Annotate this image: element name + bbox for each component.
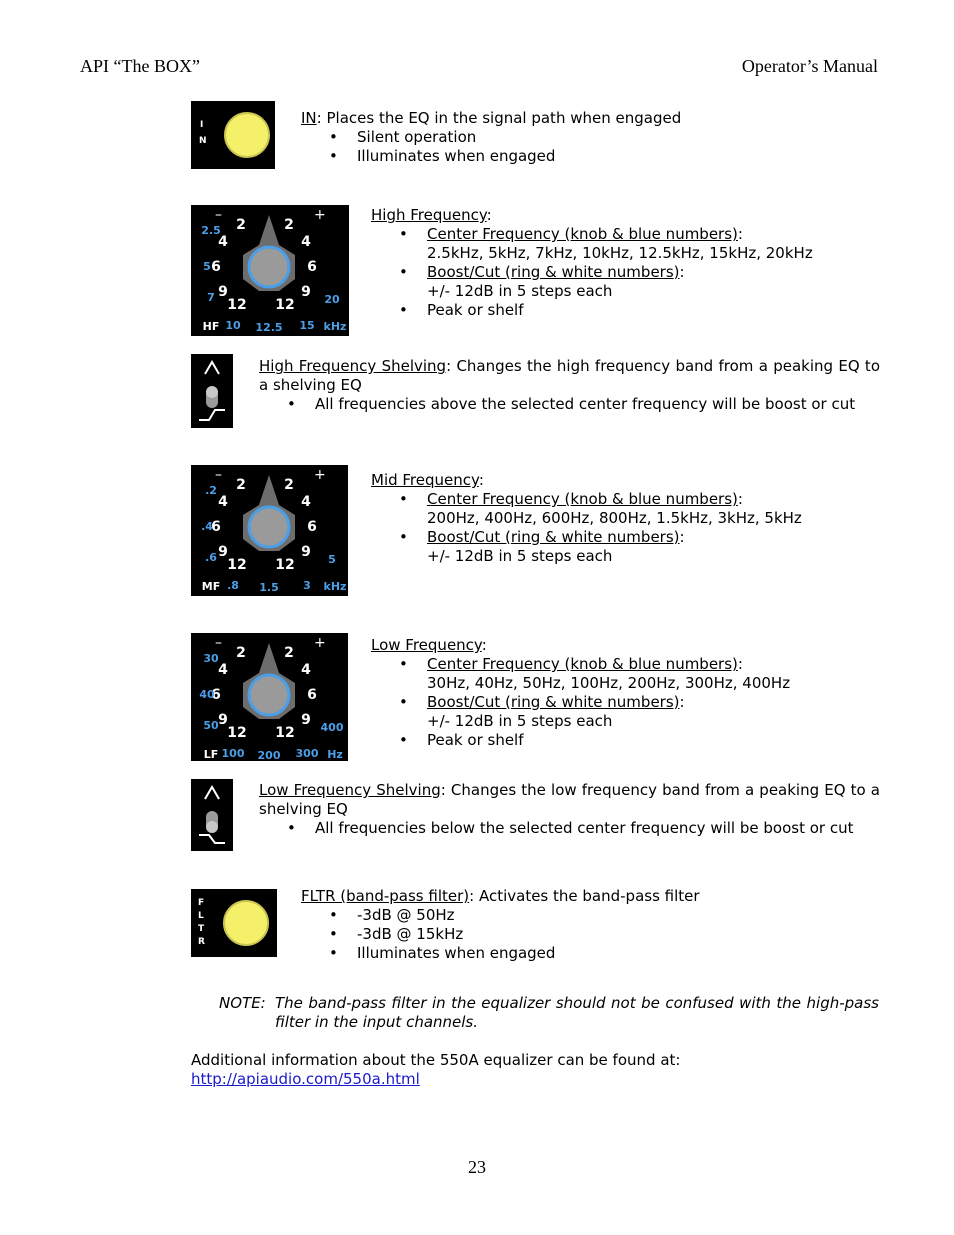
ring-number: 4: [218, 662, 228, 678]
ring-number: 12: [275, 725, 295, 741]
ring-number: 6: [307, 519, 317, 535]
lf-shelving-description: Low Frequency Shelving: Changes the low frequency band from a peaking EQ to a shelving EQ: [259, 781, 880, 818]
lf-bullet-peak: • Peak or shelf: [399, 731, 524, 749]
svg-text:F: F: [198, 898, 205, 908]
freq-number: 5: [328, 553, 336, 566]
mf-bullet-center: • Center Frequency (knob & blue numbers): 200Hz, 400Hz, 600Hz, 800Hz, 1.5kHz, 3kHz, 5kHz: [399, 490, 802, 527]
hf-description: High Frequency: • Center Frequency (knob & blue numbers): 2.5kHz, 5kHz, 7kHz, 10kHz, 12.5kHz, 15kHz, 20kHz • Boost/Cut (ring & white numbers): +/- 12dB in 5 steps each • Peak or shelf: [371, 206, 871, 320]
freq-number: 15: [299, 319, 315, 332]
additional-info: [191, 1051, 871, 1089]
hf-shelving-title: High Frequency Shelving: [259, 357, 447, 375]
in-letter-n: N: [199, 136, 207, 146]
lf-description: Low Frequency: • Center Frequency (knob & blue numbers): 30Hz, 40Hz, 50Hz, 100Hz, 200Hz, 300Hz, 400Hz • Boost/Cut (ring & white numbers): +/- 12dB in 5 steps each • Peak or shelf: [371, 636, 871, 750]
ring-number: 4: [218, 494, 228, 510]
in-title: IN: [301, 109, 317, 127]
in-switch-image: [191, 101, 275, 169]
lf-bullet-boost: • Boost/Cut (ring & white numbers): +/- 12dB in 5 steps each: [399, 693, 685, 730]
in-switch-icon: [191, 101, 275, 169]
ring-number: 12: [227, 297, 247, 313]
minus-label: –: [215, 467, 222, 483]
svg-text:L: L: [198, 911, 204, 921]
unit-label: kHz: [323, 580, 347, 593]
note-label: NOTE:: [219, 994, 266, 1012]
in-bullet-1: • Silent operation: [329, 128, 477, 146]
freq-number: 10: [225, 319, 241, 332]
lf-shelving-switch-image: [191, 779, 233, 851]
mf-knob-icon: [191, 465, 348, 596]
lf-title: Low Frequency: [371, 636, 482, 654]
hf-shelving-bullet: • All frequencies above the selected center frequency will be boost or cut: [287, 395, 856, 413]
plus-label: +: [314, 635, 326, 651]
lf-knob-image: [191, 633, 348, 761]
fltr-switch-icon: [191, 889, 277, 957]
ring-number: 9: [218, 712, 228, 728]
fltr-switch-image: [191, 889, 277, 957]
freq-number: 5: [203, 260, 211, 273]
freq-number: 400: [320, 721, 344, 734]
hf-shelving-description: High Frequency Shelving: Changes the high frequency band from a peaking EQ to a shelving EQ: [259, 357, 880, 394]
mf-bullet-boost: • Boost/Cut (ring & white numbers): +/- 12dB in 5 steps each: [399, 528, 685, 565]
freq-number: 20: [324, 293, 340, 306]
page-number: 23: [468, 1157, 486, 1177]
freq-number: 30: [203, 652, 219, 665]
freq-number: .6: [205, 551, 217, 564]
mf-description: Mid Frequency: • Center Frequency (knob & blue numbers): 200Hz, 400Hz, 600Hz, 800Hz, 1.5kHz, 3kHz, 5kHz • Boost/Cut (ring & white numbers): +/- 12dB in 5 steps each: [371, 471, 871, 566]
ring-number: 4: [301, 234, 311, 250]
band-label: HF: [202, 320, 220, 333]
mf-knob-image: [191, 465, 348, 596]
unit-label: Hz: [327, 748, 343, 761]
knob-cap: [249, 247, 289, 287]
lf-bullet-center: • Center Frequency (knob & blue numbers): 30Hz, 40Hz, 50Hz, 100Hz, 200Hz, 300Hz, 400Hz: [399, 655, 791, 692]
ring-number: 12: [227, 557, 247, 573]
ring-number: 12: [275, 557, 295, 573]
hf-bullet-peak: • Peak or shelf: [399, 301, 524, 319]
note-block: [219, 994, 879, 1032]
freq-number: 200: [257, 749, 281, 761]
fltr-bullet-3: • Illuminates when engaged: [329, 944, 556, 962]
unit-label: kHz: [323, 320, 347, 333]
ring-number: 12: [227, 725, 247, 741]
in-desc: : Places the EQ in the signal path when engaged: [316, 109, 682, 127]
freq-number: 50: [203, 719, 219, 732]
band-label: MF: [201, 580, 221, 593]
freq-number: 1.5: [259, 581, 279, 594]
in-letter-i: I: [200, 120, 204, 130]
freq-number: 40: [199, 688, 215, 701]
ring-number: 9: [218, 544, 228, 560]
hf-knob-icon: [191, 205, 349, 336]
plus-label: +: [314, 207, 326, 223]
fltr-title: FLTR (band-pass filter): [301, 887, 470, 905]
header-title: API “The BOX”: [80, 56, 200, 76]
hf-bullet-boost: • Boost/Cut (ring & white numbers): +/- 12dB in 5 steps each: [399, 263, 685, 300]
ring-number: 2: [284, 217, 294, 233]
freq-number: 7: [207, 291, 215, 304]
fltr-description: FLTR (band-pass filter): Activates the band-pass filter • -3dB @ 50Hz • -3dB @ 15kHz • Illuminates when engaged: [301, 887, 861, 963]
fltr-bullet-2: • -3dB @ 15kHz: [329, 925, 464, 943]
freq-number: .4: [201, 520, 213, 533]
ring-number: 6: [307, 259, 317, 275]
lf-knob-icon: [191, 633, 348, 761]
knob-cap: [249, 507, 289, 547]
plus-label: +: [314, 467, 326, 483]
freq-number: .8: [227, 579, 239, 592]
ring-number: 2: [284, 477, 294, 493]
minus-label: –: [215, 207, 222, 223]
in-lamp: [225, 113, 269, 157]
mf-title: Mid Frequency: [371, 471, 479, 489]
hf-shelving-switch-icon: [191, 354, 233, 428]
minus-label: –: [215, 635, 222, 651]
svg-text:R: R: [198, 937, 205, 947]
hf-title: High Frequency: [371, 206, 487, 224]
ring-number: 9: [301, 712, 311, 728]
ring-number: 6: [211, 519, 221, 535]
ring-number: 2: [236, 477, 246, 493]
lf-shelving-switch-icon: [191, 779, 233, 851]
lf-shelving-bullet: • All frequencies below the selected center frequency will be boost or cut: [287, 819, 854, 837]
freq-number: .2: [205, 484, 217, 497]
additional-text: Additional information about the 550A equalizer can be found at:: [191, 1051, 681, 1069]
ring-number: 9: [301, 544, 311, 560]
note-text: The band-pass filter in the equalizer should not be confused with the high-pass filter in the input channels.: [275, 994, 879, 1031]
ring-number: 4: [301, 662, 311, 678]
knob-cap: [249, 675, 289, 715]
svg-text:T: T: [198, 924, 205, 934]
fltr-lamp: [224, 901, 268, 945]
freq-number: 2.5: [201, 224, 221, 237]
header-manual: Operator’s Manual: [741, 56, 878, 76]
lf-shelving-title: Low Frequency Shelving: [259, 781, 441, 799]
freq-number: 100: [221, 747, 245, 760]
in-description: [301, 109, 861, 166]
in-bullet-2: • Illuminates when engaged: [329, 147, 556, 165]
hf-shelving-switch-image: [191, 354, 233, 428]
ring-number: 9: [218, 284, 228, 300]
hf-bullet-center: • Center Frequency (knob & blue numbers): 2.5kHz, 5kHz, 7kHz, 10kHz, 12.5kHz, 15kHz, 20kHz: [399, 225, 813, 262]
ring-number: 2: [236, 645, 246, 661]
api-550a-link[interactable]: http://apiaudio.com/550a.html: [191, 1070, 420, 1088]
ring-number: 12: [275, 297, 295, 313]
ring-number: 6: [211, 259, 221, 275]
hf-knob-image: [191, 205, 349, 336]
band-label: LF: [203, 748, 219, 761]
freq-number: 12.5: [255, 321, 283, 334]
freq-number: 3: [303, 579, 311, 592]
ring-number: 2: [284, 645, 294, 661]
fltr-bullet-1: • -3dB @ 50Hz: [329, 906, 455, 924]
ring-number: 9: [301, 284, 311, 300]
ring-number: 2: [236, 217, 246, 233]
ring-number: 4: [218, 234, 228, 250]
ring-number: 6: [211, 687, 221, 703]
freq-number: 300: [295, 747, 319, 760]
ring-number: 6: [307, 687, 317, 703]
ring-number: 4: [301, 494, 311, 510]
